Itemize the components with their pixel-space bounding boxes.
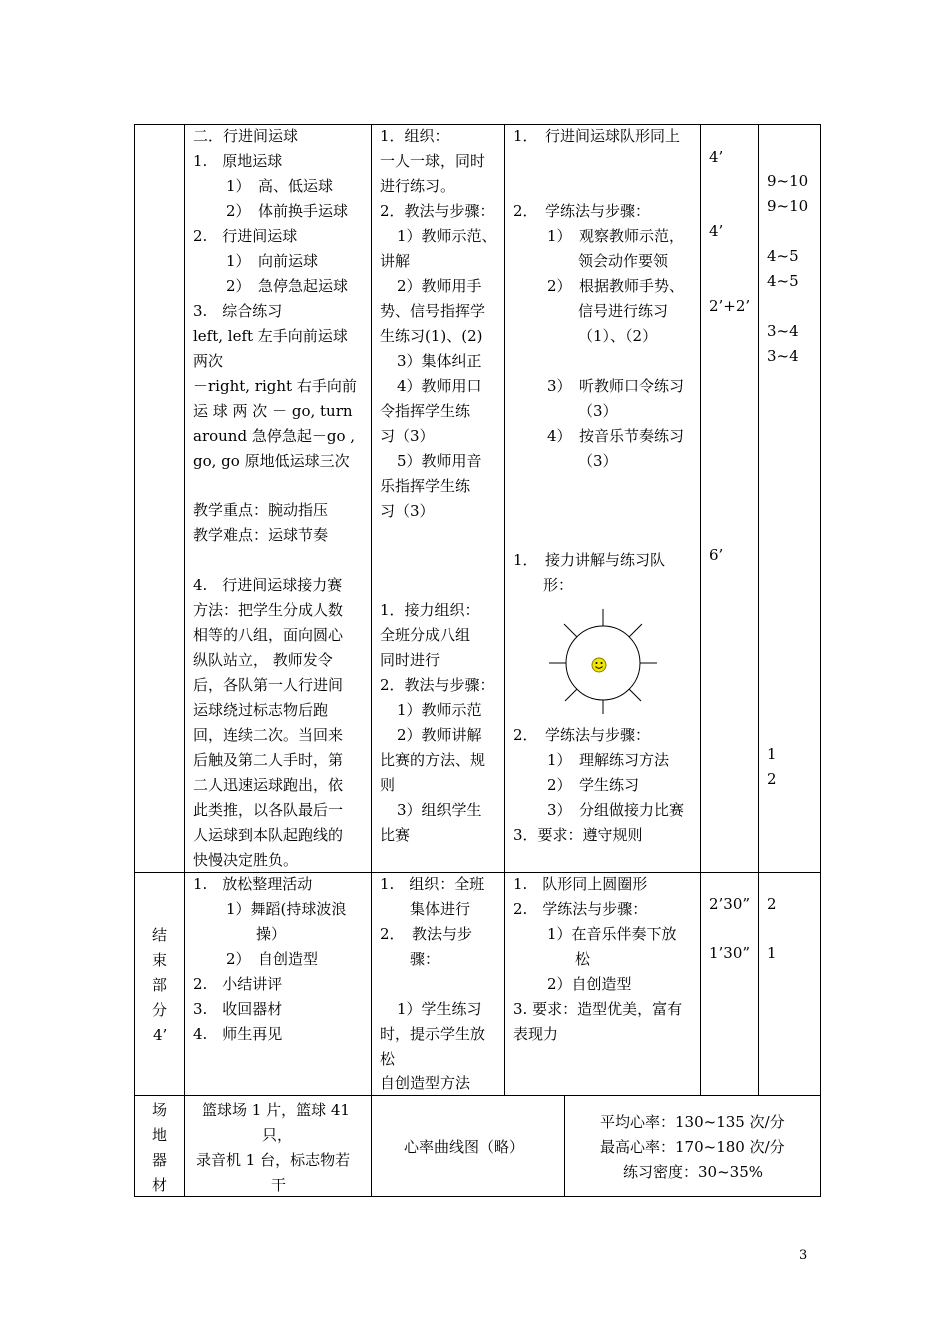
section-label-char: 部 — [152, 976, 168, 994]
col1-line: 1） 高、低运球 — [226, 177, 334, 195]
col1-line: 4. 行进间运球接力赛 — [193, 576, 343, 594]
end-col3-line: 1. 队形同上圆圈形 — [513, 875, 648, 893]
col1-line: 方法：把学生分成人数 — [193, 601, 344, 619]
col1-line: －right, right 右手向前 — [193, 377, 357, 395]
line-v0 — [134, 124, 135, 1197]
end-col2-line: 松 — [380, 1050, 396, 1068]
venue-label-char: 器 — [152, 1151, 168, 1169]
formation-ray — [565, 689, 577, 701]
practice-density: 练习密度：30~35% — [623, 1163, 763, 1181]
col2-line: 比赛 — [380, 826, 411, 844]
col3-line: 信号进行练习 — [578, 302, 669, 320]
reps-value: 9~10 — [767, 172, 809, 190]
col1-line: around 急停急起－go , — [193, 427, 356, 445]
line-v1 — [184, 124, 185, 1197]
line-v6 — [820, 124, 821, 1197]
col2-line: 讲解 — [380, 252, 411, 270]
col1-line: 后，各队第一人行进间 — [193, 676, 344, 694]
col2-line: 2．教法与步骤： — [380, 676, 495, 694]
end-col2-line: 集体进行 — [410, 900, 471, 918]
col1-line: 1. 原地运球 — [193, 152, 283, 170]
section-label-char: 4’ — [153, 1026, 168, 1044]
end-col1-line: 2. 小结讲评 — [193, 975, 283, 993]
line-v2 — [371, 124, 372, 1096]
equipment-line: 只， — [262, 1126, 293, 1144]
col2-line: 则 — [380, 776, 396, 794]
col2-line: 2）教师用手 — [397, 277, 482, 295]
col3-line: 领会动作要领 — [578, 252, 669, 270]
line-venue-a — [371, 1096, 372, 1197]
col2-line: 1）教师示范 — [397, 701, 482, 719]
reps-value: 3~4 — [767, 322, 799, 340]
formation-ray — [564, 624, 577, 637]
col1-line: 2） 体前换手运球 — [226, 202, 349, 220]
col1-line: 相等的八组，面向圆心 — [193, 626, 344, 644]
col1-line: 后触及第二人手时，第 — [193, 751, 344, 769]
end-col1-line: 2） 自创造型 — [226, 950, 319, 968]
col1-line: 人运球到本队起跑线的 — [193, 826, 344, 844]
col3-line: 1． 接力讲解与练习队 — [513, 551, 666, 569]
col3-line: 形： — [543, 576, 574, 594]
time-value: 4’ — [709, 148, 724, 166]
col1-line: 两次 — [193, 352, 224, 370]
col2-line: 2．教法与步骤： — [380, 202, 495, 220]
col1-line: 二．行进间运球 — [193, 127, 299, 145]
venue-label-char: 地 — [152, 1126, 168, 1144]
line-row-venue — [134, 1095, 821, 1096]
col2-line: 3）集体纠正 — [397, 352, 482, 370]
col1-line: 二人迅速运球跑出，依 — [193, 776, 344, 794]
end-time-value: 2’30” — [709, 895, 751, 913]
heart-rate-average: 平均心率：130~135 次/分 — [600, 1113, 785, 1131]
col1-line: 3. 综合练习 — [193, 302, 283, 320]
teaching-focus: 教学重点：腕动指压 — [193, 501, 329, 519]
col1-line: 纵队站立， 教师发令 — [193, 651, 333, 669]
heart-rate-max: 最高心率：170~180 次/分 — [600, 1138, 785, 1156]
line-venue-b — [564, 1096, 565, 1197]
col1-line: 运 球 两 次 － go, turn — [193, 402, 353, 420]
venue-label-char: 场 — [152, 1101, 168, 1119]
reps-value: 1 — [767, 745, 777, 763]
reps-value: 4~5 — [767, 247, 799, 265]
col3-line: 1） 理解练习方法 — [547, 751, 670, 769]
col3-line: 4） 按音乐节奏练习 — [547, 427, 685, 445]
col3-line: （3） — [578, 402, 618, 420]
col2-line: 1．接力组织： — [380, 601, 480, 619]
relay-formation-diagram — [543, 606, 663, 716]
heart-rate-curve-note: 心率曲线图（略） — [404, 1138, 525, 1156]
line-row-end — [134, 872, 821, 873]
formation-ray — [629, 689, 641, 701]
col2-line: 习（3） — [380, 502, 435, 520]
end-col1-line: 1. 放松整理活动 — [193, 875, 313, 893]
equipment-line: 篮球场 1 片，篮球 41 — [202, 1101, 350, 1119]
col1-line: 2. 行进间运球 — [193, 227, 298, 245]
col2-line: 2）教师讲解 — [397, 726, 482, 744]
col3-line: 1） 观察教师示范， — [547, 227, 685, 245]
venue-label-char: 材 — [152, 1176, 168, 1194]
end-col1-line: 1）舞蹈(持球波浪 — [226, 900, 347, 918]
col2-line: 同时进行 — [380, 651, 441, 669]
end-col3-line: 3. 要求：造型优美，富有 — [513, 1000, 683, 1018]
end-col3-line: 1）在音乐伴奏下放 — [547, 925, 677, 943]
col1-line: 此类推，以各队最后一 — [193, 801, 344, 819]
col3-line: 2． 学练法与步骤： — [513, 726, 651, 744]
reps-value: 3~4 — [767, 347, 799, 365]
col3-line: 1． 行进间运球队形同上 — [513, 127, 681, 145]
section-label-char: 结 — [152, 926, 168, 944]
line-v4 — [700, 124, 701, 1096]
col3-line: 3．要求：遵守规则 — [513, 826, 643, 844]
col2-line: 势、信号指挥学 — [380, 302, 486, 320]
end-col2-line: 1. 组织：全班 — [380, 875, 485, 893]
end-col2-line: 自创造型方法 — [380, 1074, 471, 1092]
reps-value: 4~5 — [767, 272, 799, 290]
end-col1-line: 4. 师生再见 — [193, 1025, 283, 1043]
col2-line: 5）教师用音 — [397, 452, 482, 470]
teacher-smiley-icon — [592, 658, 606, 672]
col2-line: 生练习(1)、(2) — [380, 327, 483, 345]
section-label-char: 分 — [152, 1001, 168, 1019]
end-time-value: 1’30” — [709, 944, 751, 962]
end-col2-line: 1）学生练习 — [397, 1000, 482, 1018]
col1-line: left, left 左手向前运球 — [193, 327, 348, 345]
col1-line: go, go 原地低运球三次 — [193, 452, 350, 470]
reps-value: 2 — [767, 770, 777, 788]
equipment-line: 录音机 1 台，标志物若 — [196, 1151, 351, 1169]
col2-line: 乐指挥学生练 — [380, 477, 471, 495]
end-reps-value: 1 — [767, 944, 777, 962]
line-top — [134, 124, 821, 125]
col3-line: （1）、（2） — [578, 327, 658, 345]
end-col1-line: 操） — [256, 925, 287, 943]
col2-line: 一人一球，同时 — [380, 152, 486, 170]
reps-value: 9~10 — [767, 197, 809, 215]
formation-ray — [629, 624, 642, 637]
col2-line: 令指挥学生练 — [380, 402, 471, 420]
teaching-difficulty: 教学难点：运球节奏 — [193, 526, 329, 544]
col1-line: 快慢决定胜负。 — [193, 851, 299, 869]
col3-line: 2） 根据教师手势、 — [547, 277, 685, 295]
col1-line: 1） 向前运球 — [226, 252, 319, 270]
col3-line: 2） 学生练习 — [547, 776, 640, 794]
col2-line: 1．组织： — [380, 127, 450, 145]
col2-line: 比赛的方法、规 — [380, 751, 486, 769]
col1-line: 2） 急停急起运球 — [226, 277, 349, 295]
time-value: 2’+2’ — [709, 297, 751, 315]
col1-line: 回，连续二次。当回来 — [193, 726, 344, 744]
line-v5 — [758, 124, 759, 1096]
col2-line: 全班分成八组 — [380, 626, 471, 644]
time-value: 4’ — [709, 222, 724, 240]
col3-line: （3） — [578, 452, 618, 470]
page-number: 3 — [799, 1248, 808, 1263]
col3-line: 3） 分组做接力比赛 — [547, 801, 685, 819]
line-bottom — [134, 1196, 821, 1197]
end-col3-line: 2）自创造型 — [547, 975, 632, 993]
end-col2-line: 骤： — [410, 950, 441, 968]
col3-line: 2． 学练法与步骤： — [513, 202, 651, 220]
col2-line: 1）教师示范、 — [397, 227, 497, 245]
col2-line: 3）组织学生 — [397, 801, 482, 819]
end-reps-value: 2 — [767, 895, 777, 913]
line-v3 — [504, 124, 505, 1096]
time-value: 6’ — [709, 546, 724, 564]
col3-line: 3） 听教师口令练习 — [547, 377, 685, 395]
col2-line: 4）教师用口 — [397, 377, 482, 395]
end-col3-line: 松 — [575, 950, 591, 968]
end-col3-line: 表现力 — [513, 1025, 559, 1043]
end-col3-line: 2. 学练法与步骤： — [513, 900, 648, 918]
end-col1-line: 3. 收回器材 — [193, 1000, 283, 1018]
col2-line: 习（3） — [380, 427, 435, 445]
col1-line: 运球绕过标志物后跑 — [193, 701, 329, 719]
col2-line: 进行练习。 — [380, 177, 456, 195]
equipment-line: 干 — [271, 1176, 287, 1194]
section-label-char: 束 — [152, 951, 168, 969]
end-col2-line: 时，提示学生放 — [380, 1025, 486, 1043]
end-col2-line: 2． 教法与步 — [380, 925, 473, 943]
